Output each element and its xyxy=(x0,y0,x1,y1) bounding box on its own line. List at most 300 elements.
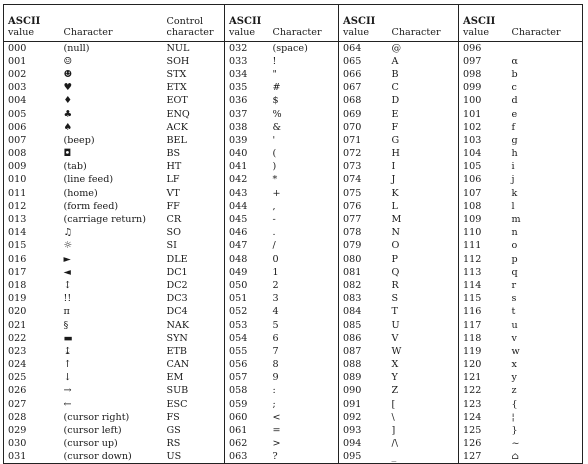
ascii-value-cell: 110 xyxy=(463,227,482,239)
ascii-value-cell: 098 xyxy=(463,68,482,80)
ascii-value-cell: 019 xyxy=(4,292,60,305)
control-character-cell: NAK xyxy=(163,318,225,331)
ascii-value-cell: 028 xyxy=(4,411,60,424)
control-character-cell: EM xyxy=(163,371,225,384)
ascii-value-cell: 038 xyxy=(229,121,248,133)
ascii-value-cell: 073 xyxy=(343,161,362,173)
control-character-cell: CR xyxy=(163,213,225,226)
control-character-cell: GS xyxy=(163,424,225,437)
character-cell: v xyxy=(508,332,583,345)
character-cell: o xyxy=(508,239,583,252)
character-cell: 0 xyxy=(269,253,339,266)
ascii-value-cell: 083 xyxy=(343,293,362,305)
character-cell: ◘ xyxy=(63,148,72,160)
character-cell: ( xyxy=(269,147,339,160)
ascii-value-cell: 082 xyxy=(343,279,362,291)
character-cell: R xyxy=(388,279,459,292)
header-ascii-value-1: ASCII value xyxy=(4,5,60,42)
ascii-value-cell: 091 xyxy=(343,398,362,410)
ascii-value-cell: 121 xyxy=(463,372,482,384)
table-row xyxy=(4,81,583,94)
ascii-value-cell: 108 xyxy=(463,200,482,212)
character-cell: _ xyxy=(388,450,459,463)
ascii-value-cell: 056 xyxy=(229,359,248,371)
ascii-value-cell: 105 xyxy=(463,161,482,173)
ascii-value-cell: 013 xyxy=(4,213,60,226)
ascii-value-cell: 063 xyxy=(225,450,269,463)
table-row xyxy=(4,411,583,424)
character-cell: I xyxy=(388,160,459,173)
character-cell: 3 xyxy=(269,292,339,305)
ascii-value-cell: 084 xyxy=(343,306,362,318)
character-cell: - xyxy=(269,213,339,226)
ascii-value-cell: 057 xyxy=(229,372,248,384)
ascii-value-cell: 043 xyxy=(229,187,248,199)
header-ascii-value-3: ASCII value xyxy=(339,5,388,42)
ascii-value-cell: 095 xyxy=(339,450,388,463)
character-cell: * xyxy=(269,173,339,186)
ascii-value-cell: 111 xyxy=(463,240,482,252)
ascii-value-cell: 113 xyxy=(463,266,482,278)
ascii-value-cell: 040 xyxy=(229,148,248,160)
table-row xyxy=(4,55,583,68)
character-cell: (form feed) xyxy=(63,200,119,212)
character-cell: 7 xyxy=(269,345,339,358)
table-row xyxy=(4,213,583,226)
ascii-value-cell: 078 xyxy=(343,227,362,239)
ascii-value-cell: 092 xyxy=(343,411,362,423)
ascii-value-cell: 062 xyxy=(229,438,248,450)
character-cell: Y xyxy=(388,371,459,384)
character-cell: / xyxy=(269,239,339,252)
ascii-value-cell: 014 xyxy=(4,226,60,239)
character-cell: r xyxy=(508,279,583,292)
control-character-cell: RS xyxy=(163,437,225,450)
character-cell: D xyxy=(388,94,459,107)
ascii-value-cell: 002 xyxy=(4,68,60,81)
character-cell: m xyxy=(508,213,583,226)
ascii-value-cell: 085 xyxy=(343,319,362,331)
table-row xyxy=(4,160,583,173)
character-cell: E xyxy=(388,107,459,120)
character-cell: # xyxy=(269,81,339,94)
ascii-value-cell: 119 xyxy=(463,345,482,357)
ascii-value-cell: 068 xyxy=(343,95,362,107)
character-cell: ⌂ xyxy=(508,450,583,463)
ascii-value-cell: 123 xyxy=(463,398,482,410)
character-cell: ↕ xyxy=(63,279,72,291)
character-cell: (home) xyxy=(63,187,98,199)
ascii-value-cell: 086 xyxy=(343,332,362,344)
character-cell: ↨ xyxy=(63,345,72,357)
ascii-value-cell: 033 xyxy=(229,55,248,67)
ascii-value-cell: 081 xyxy=(343,266,362,278)
ascii-value-cell: 120 xyxy=(463,359,482,371)
character-cell: K xyxy=(388,187,459,200)
character-cell: ! xyxy=(269,55,339,68)
ascii-value-cell: 041 xyxy=(229,161,248,173)
character-cell: ) xyxy=(269,160,339,173)
table-row xyxy=(4,239,583,252)
character-cell: b xyxy=(508,68,583,81)
table-row xyxy=(4,121,583,134)
character-cell: α xyxy=(508,55,583,68)
character-cell: U xyxy=(388,318,459,331)
character-cell: c xyxy=(508,81,583,94)
character-cell: i xyxy=(508,160,583,173)
control-character-cell: BEL xyxy=(163,134,225,147)
table-row xyxy=(4,437,583,450)
character-cell: " xyxy=(269,68,339,81)
ascii-value-cell: 115 xyxy=(463,293,482,305)
control-character-cell: VT xyxy=(163,187,225,200)
table-row xyxy=(4,253,583,266)
character-cell: Z xyxy=(388,384,459,397)
character-cell: X xyxy=(388,358,459,371)
ascii-value-cell: 007 xyxy=(4,134,60,147)
table-row xyxy=(4,332,583,345)
control-character-cell: FF xyxy=(163,200,225,213)
table-row xyxy=(4,42,583,55)
ascii-value-cell: 070 xyxy=(343,121,362,133)
character-cell: y xyxy=(508,371,583,384)
character-cell: w xyxy=(508,345,583,358)
ascii-value-cell: 071 xyxy=(343,134,362,146)
ascii-value-cell: 051 xyxy=(229,293,248,305)
character-cell: B xyxy=(388,68,459,81)
ascii-value-cell: 022 xyxy=(4,332,60,345)
character-cell: (cursor down) xyxy=(60,450,163,463)
ascii-value-cell: 035 xyxy=(229,82,248,94)
character-cell: T xyxy=(388,305,459,318)
ascii-value-cell: 055 xyxy=(229,345,248,357)
character-cell: q xyxy=(508,266,583,279)
header-control-character: Control character xyxy=(163,5,225,42)
character-cell: [ xyxy=(388,398,459,411)
ascii-value-cell: 100 xyxy=(463,95,482,107)
control-character-cell: CAN xyxy=(163,358,225,371)
character-cell: H xyxy=(388,147,459,160)
ascii-value-cell: 036 xyxy=(229,95,248,107)
character-cell: z xyxy=(508,384,583,397)
character-cell: ▬ xyxy=(63,332,73,344)
character-cell: 6 xyxy=(269,332,339,345)
ascii-value-cell: 049 xyxy=(229,266,248,278)
character-cell: j xyxy=(508,173,583,186)
ascii-value-cell: 009 xyxy=(4,160,60,173)
ascii-value-cell: 000 xyxy=(4,42,60,55)
ascii-value-cell: 029 xyxy=(4,424,60,437)
control-character-cell: SI xyxy=(163,239,225,252)
header-character-4: Character xyxy=(508,5,583,42)
character-cell: (tab) xyxy=(63,161,87,173)
ascii-value-cell: 118 xyxy=(463,332,482,344)
ascii-value-cell: 030 xyxy=(4,437,60,450)
ascii-value-cell: 089 xyxy=(343,372,362,384)
character-cell: (beep) xyxy=(63,134,95,146)
table-row xyxy=(4,266,583,279)
ascii-value-cell: 054 xyxy=(229,332,248,344)
character-cell: { xyxy=(508,398,583,411)
control-character-cell: ETX xyxy=(163,81,225,94)
character-cell: % xyxy=(269,107,339,120)
character-cell: : xyxy=(269,384,339,397)
control-character-cell: ENQ xyxy=(163,107,225,120)
character-cell: s xyxy=(508,292,583,305)
ascii-value-cell: 116 xyxy=(463,306,482,318)
ascii-value-cell: 032 xyxy=(229,42,248,54)
table-row xyxy=(4,384,583,397)
character-cell: + xyxy=(269,187,339,200)
character-cell: G xyxy=(388,134,459,147)
table-row xyxy=(4,200,583,213)
table-row xyxy=(4,147,583,160)
control-character-cell: LF xyxy=(163,173,225,186)
table-row xyxy=(4,107,583,120)
control-character-cell: BS xyxy=(163,147,225,160)
ascii-value-cell: 003 xyxy=(4,81,60,94)
character-cell: ♣ xyxy=(63,108,73,120)
table-row xyxy=(4,292,583,305)
character-cell: V xyxy=(388,332,459,345)
character-cell: N xyxy=(388,226,459,239)
character-cell: 8 xyxy=(269,358,339,371)
character-cell: d xyxy=(508,94,583,107)
character-cell: ? xyxy=(269,450,339,463)
ascii-value-cell: 023 xyxy=(4,345,60,358)
character-cell: 9 xyxy=(269,371,339,384)
character-cell: W xyxy=(388,345,459,358)
character-cell: L xyxy=(388,200,459,213)
ascii-value-cell: 069 xyxy=(343,108,362,120)
character-cell: Q xyxy=(388,266,459,279)
control-character-cell: STX xyxy=(163,68,225,81)
control-character-cell: SOH xyxy=(163,55,225,68)
ascii-value-cell: 096 xyxy=(463,42,482,54)
table-row xyxy=(4,318,583,331)
control-character-cell: FS xyxy=(163,411,225,424)
ascii-value-cell: 008 xyxy=(4,147,60,160)
ascii-value-cell: 059 xyxy=(229,398,248,410)
character-cell: e xyxy=(508,107,583,120)
table-row xyxy=(4,398,583,411)
ascii-value-cell: 090 xyxy=(343,385,362,397)
character-cell: M xyxy=(388,213,459,226)
character-cell: & xyxy=(269,121,339,134)
ascii-value-cell: 053 xyxy=(229,319,248,331)
ascii-value-cell: 060 xyxy=(229,411,248,423)
character-cell: h xyxy=(508,147,583,160)
character-cell: ~ xyxy=(508,437,583,450)
table-row xyxy=(4,371,583,384)
ascii-value-cell: 114 xyxy=(463,279,482,291)
character-cell: k xyxy=(508,187,583,200)
ascii-value-cell: 027 xyxy=(4,398,60,411)
control-character-cell: HT xyxy=(163,160,225,173)
ascii-value-cell: 044 xyxy=(229,200,248,212)
character-cell: x xyxy=(508,358,583,371)
character-cell: F xyxy=(388,121,459,134)
ascii-value-cell: 109 xyxy=(463,214,482,226)
header-ascii-value-2: ASCII value xyxy=(225,5,269,42)
character-cell: O xyxy=(388,239,459,252)
control-character-cell: DC1 xyxy=(163,266,225,279)
table-row xyxy=(4,94,583,107)
character-cell: $ xyxy=(269,94,339,107)
control-character-cell: EOT xyxy=(163,94,225,107)
control-character-cell: ETB xyxy=(163,345,225,358)
table-row xyxy=(4,68,583,81)
ascii-value-cell: 101 xyxy=(463,108,482,120)
character-cell: ¦ xyxy=(508,411,583,424)
table-row xyxy=(4,173,583,186)
control-character-cell: DC2 xyxy=(163,279,225,292)
character-cell: 4 xyxy=(269,305,339,318)
ascii-value-cell: 066 xyxy=(343,68,362,80)
character-cell: < xyxy=(269,411,339,424)
character-cell: S xyxy=(388,292,459,305)
ascii-value-cell: 065 xyxy=(343,55,362,67)
character-cell: ♥ xyxy=(63,82,73,94)
table-row xyxy=(4,187,583,200)
character-cell: t xyxy=(508,305,583,318)
ascii-value-cell: 097 xyxy=(463,55,482,67)
character-cell: ↑ xyxy=(63,359,72,371)
character-cell: } xyxy=(508,424,583,437)
table-row xyxy=(4,226,583,239)
ascii-value-cell: 080 xyxy=(343,253,362,265)
ascii-value-cell: 126 xyxy=(463,438,482,450)
ascii-value-cell: 045 xyxy=(229,214,248,226)
table-row xyxy=(4,345,583,358)
ascii-value-cell: 001 xyxy=(4,55,60,68)
ascii-value-cell: 106 xyxy=(463,174,482,186)
ascii-value-cell: 072 xyxy=(343,148,362,160)
ascii-value-cell: 079 xyxy=(343,240,362,252)
ascii-value-cell: 025 xyxy=(4,371,60,384)
character-cell: 1 xyxy=(269,266,339,279)
character-cell: ; xyxy=(269,398,339,411)
table-header-row xyxy=(4,5,583,42)
ascii-value-cell: 020 xyxy=(4,305,60,318)
ascii-value-cell: 017 xyxy=(4,266,60,279)
ascii-value-cell: 047 xyxy=(229,240,248,252)
ascii-value-cell: 074 xyxy=(343,174,362,186)
ascii-value-cell: 117 xyxy=(463,319,482,331)
character-cell: ← xyxy=(63,398,72,410)
character-cell: \ xyxy=(388,411,459,424)
character-cell: !! xyxy=(63,293,72,305)
ascii-value-cell: 006 xyxy=(4,121,60,134)
ascii-value-cell: 016 xyxy=(4,253,60,266)
control-character-cell: DC3 xyxy=(163,292,225,305)
character-cell: l xyxy=(508,200,583,213)
ascii-value-cell: 052 xyxy=(229,306,248,318)
character-cell: > xyxy=(269,437,339,450)
ascii-value-cell: 104 xyxy=(463,148,482,160)
header-character-2: Character xyxy=(269,5,339,42)
ascii-value-cell: 064 xyxy=(343,42,362,54)
ascii-value-cell: 004 xyxy=(4,94,60,107)
character-cell: g xyxy=(508,134,583,147)
table-row xyxy=(4,424,583,437)
ascii-value-cell: 026 xyxy=(4,384,60,397)
ascii-table xyxy=(3,4,583,464)
character-cell: C xyxy=(388,81,459,94)
ascii-value-cell: 048 xyxy=(229,253,248,265)
ascii-value-cell: 094 xyxy=(343,438,362,450)
ascii-value-cell: 103 xyxy=(463,134,482,146)
ascii-value-cell: 015 xyxy=(4,239,60,252)
table-row xyxy=(4,450,583,463)
ascii-value-cell: 011 xyxy=(4,187,60,200)
character-cell: u xyxy=(508,318,583,331)
ascii-value-cell: 024 xyxy=(4,358,60,371)
control-character-cell: SYN xyxy=(163,332,225,345)
ascii-value-cell: 107 xyxy=(463,187,482,199)
control-character-cell: DC4 xyxy=(163,305,225,318)
character-cell: J xyxy=(388,173,459,186)
header-character-3: Character xyxy=(388,5,459,42)
table-body xyxy=(4,42,583,464)
character-cell: ↓ xyxy=(63,372,72,384)
header-character-1: Character xyxy=(60,5,163,42)
ascii-value-cell: 042 xyxy=(229,174,248,186)
character-cell: p xyxy=(508,253,583,266)
ascii-value-cell: 005 xyxy=(4,107,60,120)
ascii-value-cell: 076 xyxy=(343,200,362,212)
ascii-value-cell: 127 xyxy=(459,450,508,463)
ascii-value-cell: 112 xyxy=(463,253,482,265)
ascii-value-cell: 061 xyxy=(229,425,248,437)
character-cell: ► xyxy=(63,253,71,265)
ascii-value-cell: 077 xyxy=(343,214,362,226)
character-cell: § xyxy=(63,319,69,331)
control-character-cell: SUB xyxy=(163,384,225,397)
character-cell: ☺ xyxy=(63,55,73,67)
character-cell xyxy=(508,42,583,55)
character-cell: P xyxy=(388,253,459,266)
character-cell: ♫ xyxy=(63,227,73,239)
header-ascii-value-4: ASCII value xyxy=(459,5,508,42)
ascii-value-cell: 037 xyxy=(229,108,248,120)
ascii-value-cell: 087 xyxy=(343,345,362,357)
character-cell: f xyxy=(508,121,583,134)
ascii-value-cell: 018 xyxy=(4,279,60,292)
control-character-cell: US xyxy=(163,450,225,463)
control-character-cell: SO xyxy=(163,226,225,239)
character-cell: π xyxy=(63,306,70,318)
character-cell: (null) xyxy=(63,42,90,54)
character-cell: ☻ xyxy=(63,68,73,80)
character-cell: (cursor up) xyxy=(63,438,118,450)
ascii-value-cell: 021 xyxy=(4,318,60,331)
ascii-value-cell: 099 xyxy=(463,82,482,94)
character-cell: (cursor right) xyxy=(63,411,130,423)
ascii-value-cell: 088 xyxy=(343,359,362,371)
ascii-value-cell: 102 xyxy=(463,121,482,133)
control-character-cell: DLE xyxy=(163,253,225,266)
ascii-value-cell: 093 xyxy=(343,425,362,437)
table-row xyxy=(4,279,583,292)
ascii-value-cell: 034 xyxy=(229,68,248,80)
ascii-value-cell: 050 xyxy=(229,279,248,291)
character-cell: ♠ xyxy=(63,121,73,133)
character-cell: /\ xyxy=(388,437,459,450)
table-row xyxy=(4,358,583,371)
ascii-value-cell: 067 xyxy=(343,82,362,94)
character-cell: (carriage return) xyxy=(63,214,146,226)
